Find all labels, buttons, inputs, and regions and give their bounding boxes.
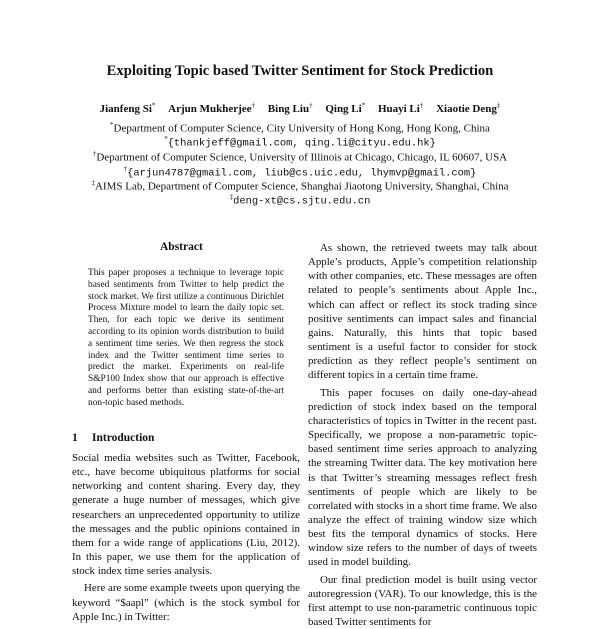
affiliation-3-emails: ‡deng-xt@cs.sjtu.edu.cn <box>229 193 371 208</box>
author: Arjun Mukherjee† <box>168 101 256 115</box>
section-heading <box>72 432 154 444</box>
affiliation-3: ‡AIMS Lab, Department of Computer Science, Shanghai Jiaotong University, Shanghai, China <box>91 179 509 193</box>
paper-title: Exploiting Topic based Twitter Sentiment for Stock Prediction <box>106 63 494 79</box>
affiliation-1-emails: *{thankjeff@gmail.com, qing.li@cityu.edu.hk} <box>164 135 436 150</box>
left-column-body <box>72 451 300 624</box>
section-number: 1 <box>72 432 78 444</box>
affiliation-2: †Department of Computer Science, University of Illinois at Chicago, Chicago, IL 60607, USA <box>92 150 508 164</box>
affiliation-2-emails: †{arjun4787@gmail.com, liub@cs.uic.edu, lhymvp@gmail.com} <box>123 165 477 180</box>
abstract-heading: Abstract <box>160 241 203 253</box>
author: Huayi Li† <box>377 101 424 115</box>
paragraph: As shown, the retrieved tweets may talk about Apple’s products, Apple’s competition relationship with other companies, etc. These messages are often related to people’s sentiments about Apple Inc., which can affect or reflect its stock trading since positive sentiments can impact sales and financial gains. Naturally, this hints that topic based sentiment is a useful factor to consider for stock prediction as they reflect people’s sentiment on different topics in a certain time frame. <box>308 242 537 382</box>
section-title: Introduction <box>92 432 155 444</box>
author: Bing Liu† <box>267 101 313 115</box>
affiliation-1: *Department of Computer Science, City University of Hong Kong, Hong Kong, China <box>110 121 490 135</box>
author: Xiaotie Deng‡ <box>436 101 501 115</box>
paragraph: This paper focuses on daily one-day-ahead prediction of stock index based on the temporal characteristics of topics in Twitter in the recent past. Specifically, we propose a non-parametric topic-based sentiment time series approach to analyzing the streaming Twitter data. The key motivation here is that Twitter’s streaming messages reflect fresh sentiments of people which are likely to be correlated with stocks in a short time frame. We also analyze the effect of training window size which best fits the temporal dynamics of stocks. Here window size refers to the number of days of tweets used in model building. <box>308 386 537 569</box>
paragraph: Here are some example tweets upon querying the keyword “$aapl” (which is the stock symbol for Apple Inc.) in Twitter: <box>72 582 300 623</box>
abstract-text: This paper proposes a technique to leverage topic based sentiments from Twitter to help predict the stock market. We first utilize a continuous Dirichlet Process Mixture model to learn the daily topic set. Then, for each topic we derive its sentiment according to its opinion words distribution to build a sentiment time series. We then regress the stock index and the Twitter sentiment time series to predict the market. Experiments on real-life S&P100 Index show that our approach is effective and performs better than existing state-of-the-art non-topic based methods. <box>88 268 284 408</box>
author-list <box>0 101 600 115</box>
paragraph: Social media websites such as Twitter, Facebook, etc., have become ubiquitous platforms for social networking and content sharing. Every day, they generate a huge number of messages, which give researchers an unprecedented opportunity to utilize the messages and the public opinions contained in them for a wide range of applications (Liu, 2012). In this paper, we use them for the application of stock index time series analysis. <box>72 452 300 578</box>
author: Jianfeng Si* <box>99 101 156 115</box>
author: Qing Li* <box>325 101 366 115</box>
right-column-body <box>308 241 537 629</box>
paragraph: Our final prediction model is built using vector autoregression (VAR). To our knowledge, this is the first attempt to use non-parametric continuous topic based Twitter sentiments for <box>308 573 537 629</box>
